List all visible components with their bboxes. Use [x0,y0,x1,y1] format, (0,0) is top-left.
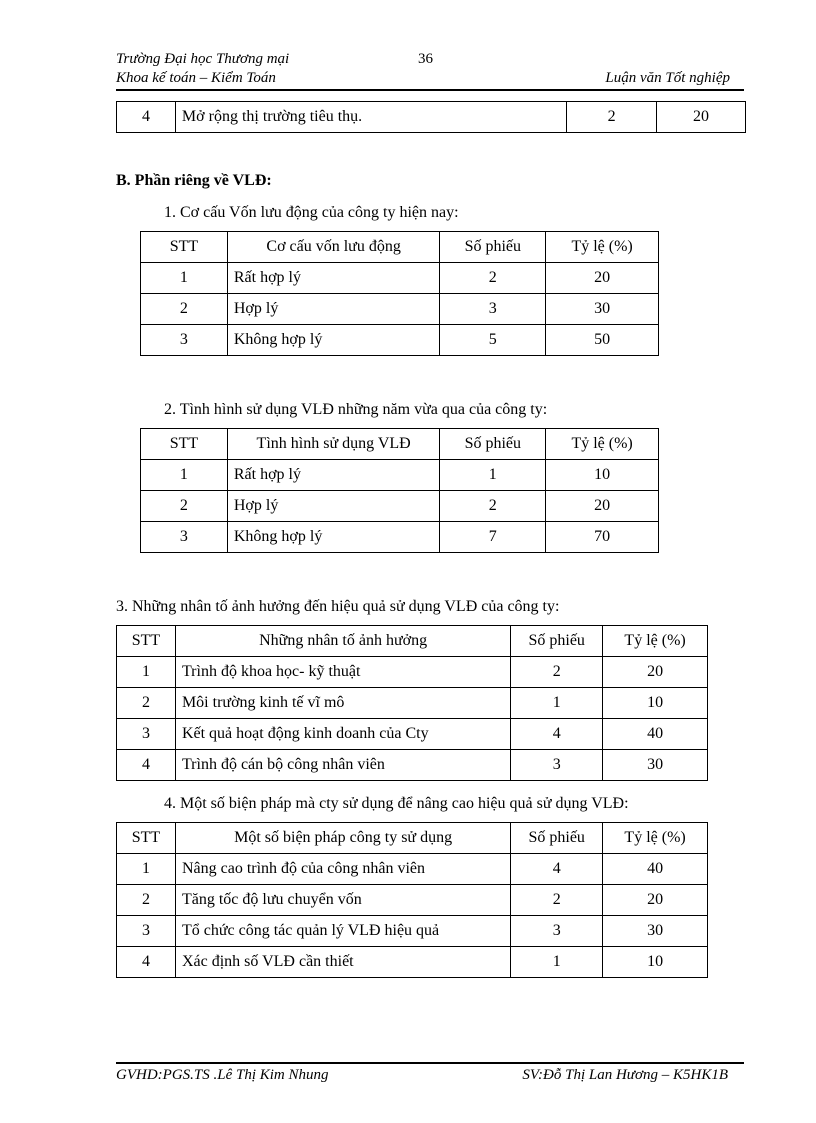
table-cell: 30 [603,916,708,947]
table-row [141,325,659,356]
table-header-cell: STT [141,429,228,460]
table-cell: 2 [511,657,603,688]
header-school: Trường Đại học Thương mại [116,51,290,67]
section-b-title: B. Phần riêng về VLĐ: [116,172,272,189]
table-cell: Rất hợp lý [227,460,440,491]
q2-table [140,428,659,553]
table-cell: Không hợp lý [227,522,440,553]
page-number: 36 [418,51,433,67]
table-header-row [141,232,659,263]
table-cell: 3 [117,916,176,947]
table-row [117,885,708,916]
q2-title: 2. Tình hình sử dụng VLĐ những năm vừa qua của công ty: [164,401,548,418]
table-cell: 1 [141,460,228,491]
table-header-cell: STT [117,823,176,854]
table-cell: Hợp lý [227,491,440,522]
table-cell: 20 [657,102,746,133]
table-header-cell: Những nhân tố ảnh hưởng [175,626,510,657]
table-cell: 1 [440,460,546,491]
table-cell: 10 [603,947,708,978]
table-row [141,263,659,294]
table-header-row [117,626,708,657]
table-cell: 3 [117,719,176,750]
table-cell: 2 [511,885,603,916]
header-thesis: Luận văn Tốt nghiệp [605,70,730,86]
table-cell: 2 [141,294,228,325]
q3-title: 3. Những nhân tố ảnh hưởng đến hiệu quả sử dụng VLĐ của công ty: [116,598,560,615]
table-cell: Nâng cao trình độ của công nhân viên [175,854,510,885]
table-header-cell: STT [117,626,176,657]
table-header-cell: Tỷ lệ (%) [546,429,659,460]
header-rule [116,89,744,91]
table-cell: 4 [117,750,176,781]
table-cell: 2 [440,491,546,522]
table-cell: Không hợp lý [227,325,440,356]
table-cell: 4 [117,102,176,133]
table-row [117,688,708,719]
table-cell: 2 [117,688,176,719]
table-cell: 4 [511,719,603,750]
table-row [141,294,659,325]
table-header-cell: Một số biện pháp công ty sử dụng [175,823,510,854]
table-cell: Rất hợp lý [227,263,440,294]
table-cell: 2 [567,102,657,133]
table-cell: 3 [511,916,603,947]
table-header-cell: Số phiếu [511,626,603,657]
table-cell: Môi trường kinh tế vĩ mô [175,688,510,719]
table-header-cell: Tỷ lệ (%) [603,626,708,657]
table-cell: 50 [546,325,659,356]
table-row [141,460,659,491]
table-cell: 20 [546,491,659,522]
table-row [141,491,659,522]
q4-table [116,822,708,978]
table-header-cell: Số phiếu [440,232,546,263]
table-cell: 1 [511,688,603,719]
table-cell: Trình độ khoa học- kỹ thuật [175,657,510,688]
table-cell: 3 [511,750,603,781]
q1-title: 1. Cơ cấu Vốn lưu động của công ty hiện nay: [164,204,459,221]
table-header-cell: Số phiếu [511,823,603,854]
table-cell: 10 [603,688,708,719]
table-cell: 4 [511,854,603,885]
table-row [117,947,708,978]
table-cell: Hợp lý [227,294,440,325]
table-row [117,657,708,688]
table-cell: 40 [603,719,708,750]
table-row [117,102,746,133]
table-cell: 20 [603,657,708,688]
table-cell: 2 [440,263,546,294]
table-cell: 30 [546,294,659,325]
table-header-cell: Cơ cấu vốn lưu động [227,232,440,263]
table-header-cell: STT [141,232,228,263]
table-cell: 3 [440,294,546,325]
footer-rule [116,1062,744,1064]
footer-advisor: GVHD:PGS.TS .Lê Thị Kim Nhung [116,1067,329,1083]
table-cell: 1 [117,854,176,885]
table-row [117,916,708,947]
table-cell: 1 [141,263,228,294]
table-cell: Kết quả hoạt động kinh doanh của Cty [175,719,510,750]
header-faculty: Khoa kế toán – Kiểm Toán [116,70,276,86]
table-cell: 10 [546,460,659,491]
table-cell: Xác định số VLĐ cần thiết [175,947,510,978]
table-header-row [141,429,659,460]
table-header-row [117,823,708,854]
table-header-cell: Tỷ lệ (%) [603,823,708,854]
top-table [116,101,746,133]
table-row [117,750,708,781]
table-cell: 7 [440,522,546,553]
footer-student: SV:Đỗ Thị Lan Hương – K5HK1B [522,1067,728,1083]
table-header-cell: Số phiếu [440,429,546,460]
table-cell: 20 [546,263,659,294]
table-row [117,854,708,885]
table-cell: Tổ chức công tác quản lý VLĐ hiệu quả [175,916,510,947]
table-cell: 4 [117,947,176,978]
q1-table [140,231,659,356]
table-header-cell: Tình hình sử dụng VLĐ [227,429,440,460]
table-row [141,522,659,553]
table-cell: 20 [603,885,708,916]
table-cell: Trình độ cán bộ công nhân viên [175,750,510,781]
table-cell: 5 [440,325,546,356]
table-cell: Tăng tốc độ lưu chuyển vốn [175,885,510,916]
table-cell: 40 [603,854,708,885]
table-cell: 1 [511,947,603,978]
table-cell: 30 [603,750,708,781]
table-cell: 2 [117,885,176,916]
table-cell: 1 [117,657,176,688]
table-cell: 2 [141,491,228,522]
q4-title: 4. Một số biện pháp mà cty sử dụng để nâng cao hiệu quả sử dụng VLĐ: [164,795,629,812]
table-cell: Mở rộng thị trường tiêu thụ. [175,102,566,133]
table-row [117,719,708,750]
table-header-cell: Tỷ lệ (%) [546,232,659,263]
table-cell: 3 [141,325,228,356]
table-cell: 70 [546,522,659,553]
table-cell: 3 [141,522,228,553]
q3-table [116,625,708,781]
